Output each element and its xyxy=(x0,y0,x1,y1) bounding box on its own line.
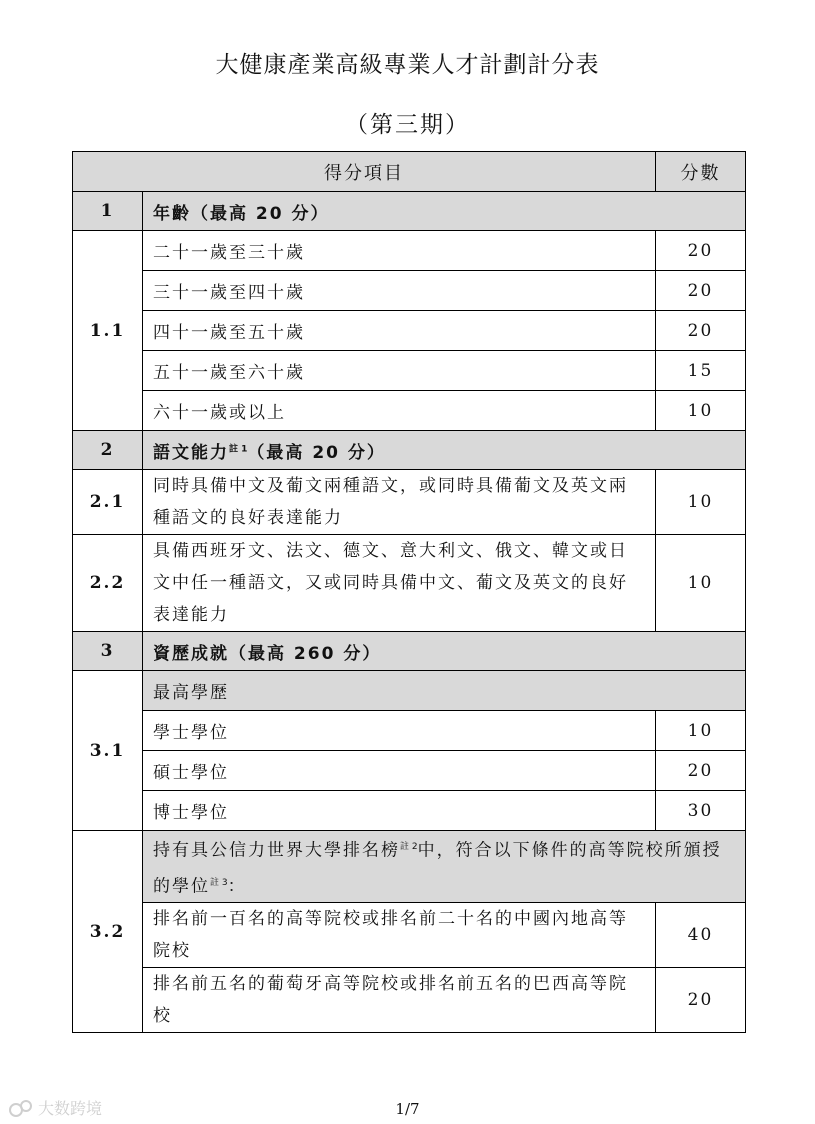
sub-section-number: 3.1 xyxy=(73,671,143,831)
sub-section-heading xyxy=(143,831,746,903)
row-score: 10 xyxy=(656,711,746,751)
row-score: 20 xyxy=(656,271,746,311)
sub-section-number: 2.1 xyxy=(73,470,143,535)
row-score: 10 xyxy=(656,470,746,535)
table-row xyxy=(73,831,746,903)
row-label: 同時具備中文及葡文兩種語文，或同時具備葡文及英文兩種語文的良好表達能力 xyxy=(143,470,656,535)
row-label: 排名前一百名的高等院校或排名前二十名的中國內地高等院校 xyxy=(143,903,656,968)
table-row xyxy=(73,751,746,791)
row-score: 20 xyxy=(656,231,746,271)
header-item: 得分項目 xyxy=(73,152,656,192)
table-row xyxy=(73,311,746,351)
footnote-ref: 註 2 xyxy=(400,842,418,852)
section-row-3 xyxy=(73,632,746,671)
sub-section-number: 2.2 xyxy=(73,535,143,632)
section-row-2 xyxy=(73,431,746,470)
table-row xyxy=(73,671,746,711)
row-label: 博士學位 xyxy=(143,791,656,831)
section-label xyxy=(143,431,746,470)
document-title: 大健康產業高級專業人才計劃計分表 xyxy=(215,52,600,78)
header-score: 分數 xyxy=(656,152,746,192)
document-subtitle: （第三期） xyxy=(345,112,470,138)
section-label-text: 語文能力 xyxy=(153,442,229,463)
table-row xyxy=(73,470,746,535)
score-table xyxy=(72,151,746,1033)
table-row xyxy=(73,903,746,968)
section-number: 1 xyxy=(73,192,143,231)
row-score: 20 xyxy=(656,751,746,791)
table-row xyxy=(73,391,746,431)
row-label: 碩士學位 xyxy=(143,751,656,791)
row-label: 排名前五名的葡萄牙高等院校或排名前五名的巴西高等院校 xyxy=(143,968,656,1033)
row-label: 具備西班牙文、法文、德文、意大利文、俄文、韓文或日文中任一種語文，又或同時具備中文、葡文及英文的良好表達能力 xyxy=(143,535,656,632)
table-row xyxy=(73,271,746,311)
row-label: 學士學位 xyxy=(143,711,656,751)
section-label: 資歷成就（最高 260 分） xyxy=(143,632,746,671)
sub-section-number: 1.1 xyxy=(73,231,143,431)
row-score: 20 xyxy=(656,968,746,1033)
sub-section-number: 3.2 xyxy=(73,831,143,1033)
section-number: 3 xyxy=(73,632,143,671)
table-header-row xyxy=(73,152,746,192)
table-row xyxy=(73,535,746,632)
section-row-1 xyxy=(73,192,746,231)
table-row xyxy=(73,711,746,751)
row-score: 10 xyxy=(656,535,746,632)
row-label: 五十一歲至六十歲 xyxy=(143,351,656,391)
row-score: 40 xyxy=(656,903,746,968)
row-label: 三十一歲至四十歲 xyxy=(143,271,656,311)
sub-section-heading: 最高學歷 xyxy=(143,671,746,711)
heading-part-b: 中，符合以下條件的高等院校所頒授的學位 xyxy=(153,840,722,897)
watermark-text: 大数跨境 xyxy=(38,1099,103,1118)
footnote-ref: 註 3 xyxy=(210,877,228,888)
row-score: 30 xyxy=(656,791,746,831)
row-score: 15 xyxy=(656,351,746,391)
row-score: 20 xyxy=(656,311,746,351)
section-number: 2 xyxy=(73,431,143,470)
footnote-ref: 註 1 xyxy=(229,443,248,454)
table-row xyxy=(73,791,746,831)
row-label: 二十一歲至三十歲 xyxy=(143,231,656,271)
row-label: 六十一歲或以上 xyxy=(143,391,656,431)
row-label: 四十一歲至五十歲 xyxy=(143,311,656,351)
table-row xyxy=(73,231,746,271)
table-row xyxy=(73,351,746,391)
section-label: 年齡（最高 20 分） xyxy=(143,192,746,231)
row-score: 10 xyxy=(656,391,746,431)
heading-part-a: 持有具公信力世界大學排名榜 xyxy=(153,840,400,861)
page-number: 1/7 xyxy=(395,1100,420,1118)
heading-part-c: ： xyxy=(227,876,247,897)
table-row xyxy=(73,968,746,1033)
section-label-suffix: （最高 20 分） xyxy=(247,442,386,463)
